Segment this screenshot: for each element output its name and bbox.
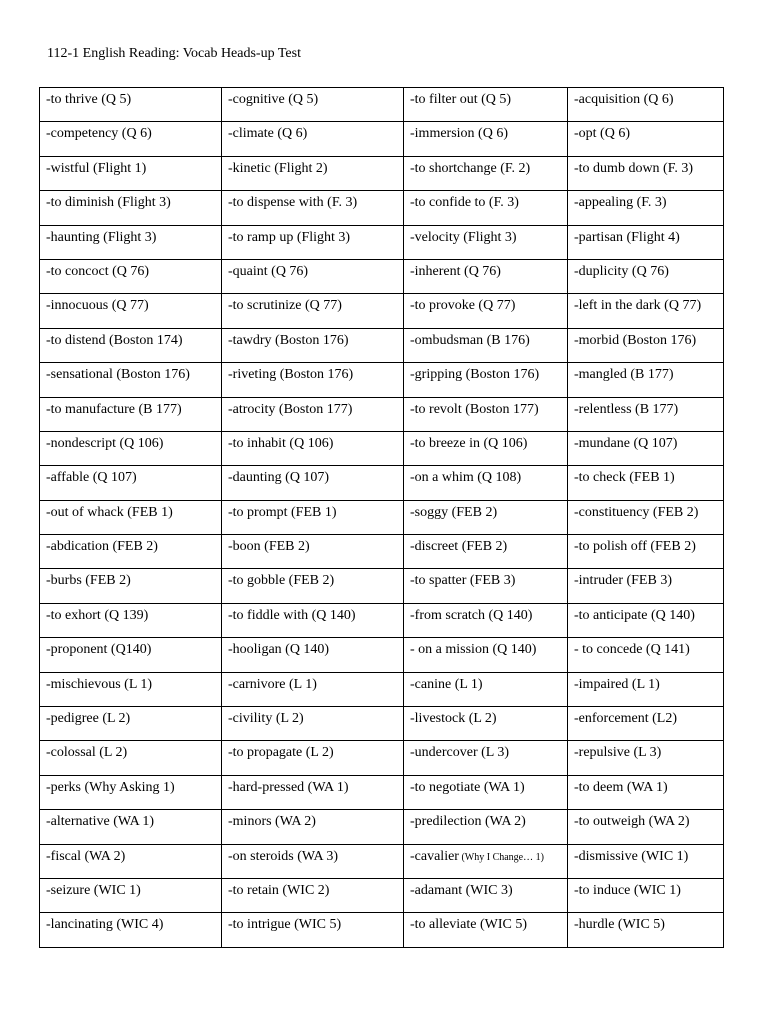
vocab-term: -to gobble (FEB 2) (228, 573, 335, 589)
vocab-cell (222, 466, 404, 500)
table-row (40, 397, 724, 431)
vocab-term: -to provoke (Q 77) (410, 298, 516, 314)
vocab-term: -colossal (L 2) (46, 745, 128, 761)
vocab-term: -to outweigh (WA 2) (574, 814, 690, 830)
vocab-term: -to concoct (Q 76) (46, 263, 150, 279)
table-row (40, 638, 724, 672)
vocab-cell (222, 122, 404, 156)
vocab-cell (404, 810, 568, 844)
vocab-term: -haunting (Flight 3) (46, 229, 157, 245)
vocab-cell (568, 775, 724, 809)
vocab-term: -intruder (FEB 3) (574, 573, 672, 589)
vocab-cell (40, 603, 222, 637)
vocab-cell (568, 328, 724, 362)
vocab-term: -immersion (Q 6) (410, 126, 508, 142)
vocab-cell (222, 672, 404, 706)
vocab-term: -to manufacture (B 177) (46, 401, 182, 417)
vocab-term: -inherent (Q 76) (410, 263, 501, 279)
vocab-term: -to deem (WA 1) (574, 779, 668, 795)
vocab-term: -to dumb down (F. 3) (574, 160, 694, 176)
table-row (40, 500, 724, 534)
vocab-cell (222, 535, 404, 569)
table-row (40, 741, 724, 775)
vocab-cell (568, 707, 724, 741)
vocab-cell (568, 672, 724, 706)
vocab-term: -perks (Why Asking 1) (46, 779, 175, 795)
vocab-term: -impaired (L 1) (574, 676, 660, 692)
vocab-term: -tawdry (Boston 176) (228, 332, 349, 348)
vocab-term: -nondescript (Q 106) (46, 435, 164, 451)
vocab-term: -canine (L 1) (410, 676, 483, 692)
vocab-term: -to propagate (L 2) (228, 745, 334, 761)
vocab-cell (40, 672, 222, 706)
vocab-term: -to confide to (F. 3) (410, 195, 519, 211)
table-row (40, 156, 724, 190)
vocab-cell (40, 328, 222, 362)
vocab-term: -mischievous (L 1) (46, 676, 153, 692)
vocab-cell (222, 431, 404, 465)
table-row (40, 363, 724, 397)
vocab-cell (40, 191, 222, 225)
vocab-cell (404, 363, 568, 397)
vocab-cell (40, 775, 222, 809)
vocab-term: -soggy (FEB 2) (410, 504, 498, 520)
vocab-term: -relentless (B 177) (574, 401, 679, 417)
vocab-term: -cognitive (Q 5) (228, 92, 319, 107)
table-row (40, 535, 724, 569)
vocab-cell (222, 294, 404, 328)
vocab-cell (40, 122, 222, 156)
vocab-cell (222, 88, 404, 122)
vocab-term: -predilection (WA 2) (410, 814, 526, 830)
vocab-term: - to concede (Q 141) (574, 642, 690, 658)
vocab-cell (40, 741, 222, 775)
vocab-term: -acquisition (Q 6) (574, 92, 674, 107)
vocab-cell (404, 672, 568, 706)
vocab-term: -left in the dark (Q 77) (574, 298, 702, 314)
vocab-term: -to negotiate (WA 1) (410, 779, 525, 795)
vocab-cell (40, 810, 222, 844)
table-row (40, 431, 724, 465)
vocab-cell (404, 225, 568, 259)
vocab-term: -innocuous (Q 77) (46, 298, 149, 314)
vocab-term: -mangled (B 177) (574, 367, 674, 383)
vocab-term: -riveting (Boston 176) (228, 367, 354, 383)
vocab-cell (404, 294, 568, 328)
vocab-term: -morbid (Boston 176) (574, 332, 697, 348)
vocab-term: -to intrigue (WIC 5) (228, 917, 342, 933)
vocab-term: -lancinating (WIC 4) (46, 917, 164, 933)
vocab-term: -abdication (FEB 2) (46, 539, 158, 555)
vocab-term: -to fiddle with (Q 140) (228, 607, 356, 623)
vocab-term: -adamant (WIC 3) (410, 882, 513, 898)
vocab-term: -to alleviate (WIC 5) (410, 917, 528, 933)
vocab-cell (404, 775, 568, 809)
vocab-cell (568, 810, 724, 844)
table-row (40, 328, 724, 362)
vocab-cell (222, 775, 404, 809)
vocab-term: -gripping (Boston 176) (410, 367, 540, 383)
vocab-cell (568, 225, 724, 259)
vocab-cell (40, 707, 222, 741)
vocab-cell (40, 913, 222, 947)
vocab-cell (40, 638, 222, 672)
vocab-cell (404, 707, 568, 741)
vocab-cell (568, 397, 724, 431)
vocab-term: -minors (WA 2) (228, 814, 316, 830)
vocab-cell (40, 156, 222, 190)
vocab-table (39, 87, 724, 948)
vocab-cell (404, 878, 568, 912)
vocab-cell (568, 603, 724, 637)
vocab-cell (40, 397, 222, 431)
vocab-cell (40, 431, 222, 465)
vocab-cell (568, 500, 724, 534)
vocab-cell (404, 259, 568, 293)
vocab-cell (40, 569, 222, 603)
vocab-cell (222, 707, 404, 741)
vocab-term: -to spatter (FEB 3) (410, 573, 516, 589)
table-row (40, 569, 724, 603)
table-row (40, 810, 724, 844)
vocab-cell (222, 156, 404, 190)
vocab-term: -carnivore (L 1) (228, 676, 317, 692)
vocab-term: -to shortchange (F. 2) (410, 160, 531, 176)
vocab-cell (40, 535, 222, 569)
vocab-cell (404, 328, 568, 362)
vocab-term: -enforcement (L2) (574, 711, 677, 727)
vocab-cell (404, 569, 568, 603)
vocab-cell (222, 328, 404, 362)
vocab-term: -duplicity (Q 76) (574, 263, 669, 279)
vocab-cell (222, 363, 404, 397)
vocab-cell (222, 844, 404, 878)
vocab-term: -affable (Q 107) (46, 470, 137, 486)
vocab-term: -to breeze in (Q 106) (410, 435, 528, 451)
vocab-term: -ombudsman (B 176) (410, 332, 530, 348)
vocab-term: -atrocity (Boston 177) (228, 401, 353, 417)
vocab-cell (40, 225, 222, 259)
vocab-cell (40, 466, 222, 500)
vocab-term: -climate (Q 6) (228, 126, 308, 142)
vocab-term: -to filter out (Q 5) (410, 92, 512, 107)
vocab-cell (568, 878, 724, 912)
vocab-cell (404, 191, 568, 225)
vocab-cell (404, 156, 568, 190)
vocab-term: -opt (Q 6) (574, 126, 630, 142)
vocab-cell (222, 603, 404, 637)
vocab-cell (568, 191, 724, 225)
vocab-term: -fiscal (WA 2) (46, 848, 126, 864)
vocab-term: -competency (Q 6) (46, 126, 152, 142)
vocab-term: -appealing (F. 3) (574, 195, 667, 211)
vocab-term: -on a whim (Q 108) (410, 470, 522, 486)
vocab-term: -undercover (L 3) (410, 745, 509, 761)
vocab-cell (568, 294, 724, 328)
vocab-cell (404, 88, 568, 122)
vocab-cell (404, 844, 568, 878)
vocab-term: -to revolt (Boston 177) (410, 401, 539, 417)
vocab-term: -to check (FEB 1) (574, 470, 675, 486)
vocab-cell (40, 500, 222, 534)
vocab-term: -quaint (Q 76) (228, 263, 309, 279)
vocab-cell (40, 844, 222, 878)
vocab-cell (568, 156, 724, 190)
vocab-cell (568, 638, 724, 672)
vocab-cell (222, 259, 404, 293)
vocab-term: -boon (FEB 2) (228, 539, 310, 555)
vocab-cell (404, 397, 568, 431)
vocab-term: -to inhabit (Q 106) (228, 435, 334, 451)
vocab-term: -to scrutinize (Q 77) (228, 298, 342, 314)
vocab-term: -to prompt (FEB 1) (228, 504, 337, 520)
vocab-cell (222, 913, 404, 947)
vocab-cell (222, 638, 404, 672)
vocab-cell (568, 913, 724, 947)
vocab-term: -daunting (Q 107) (228, 470, 330, 486)
vocab-term: -discreet (FEB 2) (410, 539, 508, 555)
vocab-term: -proponent (Q140) (46, 642, 152, 658)
vocab-cell (40, 363, 222, 397)
table-row (40, 878, 724, 912)
vocab-term: -to induce (WIC 1) (574, 882, 681, 898)
vocab-term: -alternative (WA 1) (46, 814, 155, 830)
vocab-term: -hard-pressed (WA 1) (228, 779, 349, 795)
vocab-term: - on a mission (Q 140) (410, 642, 537, 658)
vocab-term: -velocity (Flight 3) (410, 229, 517, 245)
vocab-cell (404, 603, 568, 637)
vocab-term: -to diminish (Flight 3) (46, 195, 171, 211)
vocab-term: -constituency (FEB 2) (574, 504, 699, 520)
table-row (40, 672, 724, 706)
vocab-cell (40, 259, 222, 293)
vocab-cell (404, 122, 568, 156)
vocab-cell (568, 363, 724, 397)
table-row (40, 775, 724, 809)
vocab-cell (568, 844, 724, 878)
vocab-cell (40, 294, 222, 328)
vocab-cell (568, 88, 724, 122)
table-row (40, 707, 724, 741)
vocab-cell (568, 741, 724, 775)
vocab-cell (40, 88, 222, 122)
vocab-cell (222, 569, 404, 603)
vocab-cell (568, 122, 724, 156)
vocab-term: -to polish off (FEB 2) (574, 539, 696, 555)
vocab-cell (568, 259, 724, 293)
vocab-term: -wistful (Flight 1) (46, 160, 147, 176)
vocab-term: -to ramp up (Flight 3) (228, 229, 351, 245)
vocab-cell (222, 878, 404, 912)
table-row (40, 225, 724, 259)
table-row (40, 259, 724, 293)
vocab-term: -mundane (Q 107) (574, 435, 678, 451)
vocab-term: -to exhort (Q 139) (46, 607, 149, 623)
vocab-term: -to distend (Boston 174) (46, 332, 183, 348)
table-row (40, 603, 724, 637)
vocab-term: -partisan (Flight 4) (574, 229, 680, 245)
vocab-term: -to thrive (Q 5) (46, 92, 132, 107)
vocab-term: -on steroids (WA 3) (228, 848, 339, 864)
vocab-term: -kinetic (Flight 2) (228, 160, 328, 176)
vocab-term: -dismissive (WIC 1) (574, 848, 689, 864)
vocab-cell (222, 741, 404, 775)
vocab-term: -seizure (WIC 1) (46, 882, 141, 898)
vocab-cell (404, 638, 568, 672)
vocab-term: -to retain (WIC 2) (228, 882, 330, 898)
vocab-cell (40, 878, 222, 912)
vocab-term: -pedigree (L 2) (46, 711, 131, 727)
vocab-cell (222, 500, 404, 534)
vocab-cell (222, 397, 404, 431)
vocab-term: -to dispense with (F. 3) (228, 195, 358, 211)
table-row (40, 88, 724, 122)
vocab-cell (568, 431, 724, 465)
vocab-cell (568, 535, 724, 569)
vocab-cell (222, 225, 404, 259)
vocab-term: -from scratch (Q 140) (410, 607, 533, 623)
vocab-cell (404, 431, 568, 465)
vocab-cell (222, 810, 404, 844)
vocab-table-body (40, 88, 724, 948)
vocab-term: -hooligan (Q 140) (228, 642, 330, 658)
vocab-cell (404, 466, 568, 500)
table-row (40, 191, 724, 225)
vocab-term: -out of whack (FEB 1) (46, 504, 173, 520)
vocab-term: -repulsive (L 3) (574, 745, 662, 761)
vocab-cell (404, 913, 568, 947)
vocab-source-note: (Why I Change… 1) (458, 851, 544, 863)
vocab-cell (404, 741, 568, 775)
vocab-term: -burbs (FEB 2) (46, 573, 131, 589)
page-title: 112-1 English Reading: Vocab Heads-up Test (47, 46, 301, 61)
vocab-cell (568, 466, 724, 500)
vocab-cell (222, 191, 404, 225)
table-row (40, 466, 724, 500)
vocab-cell (404, 535, 568, 569)
vocab-cell (568, 569, 724, 603)
vocab-term: -sensational (Boston 176) (46, 367, 190, 383)
vocab-term: -cavalier (410, 848, 459, 864)
vocab-term: -to anticipate (Q 140) (574, 607, 695, 623)
table-row (40, 122, 724, 156)
vocab-term: -civility (L 2) (228, 711, 304, 727)
table-row (40, 844, 724, 878)
vocab-term: -livestock (L 2) (410, 711, 497, 727)
vocab-cell (404, 500, 568, 534)
table-row (40, 913, 724, 947)
table-row (40, 294, 724, 328)
vocab-term: -hurdle (WIC 5) (574, 917, 665, 933)
